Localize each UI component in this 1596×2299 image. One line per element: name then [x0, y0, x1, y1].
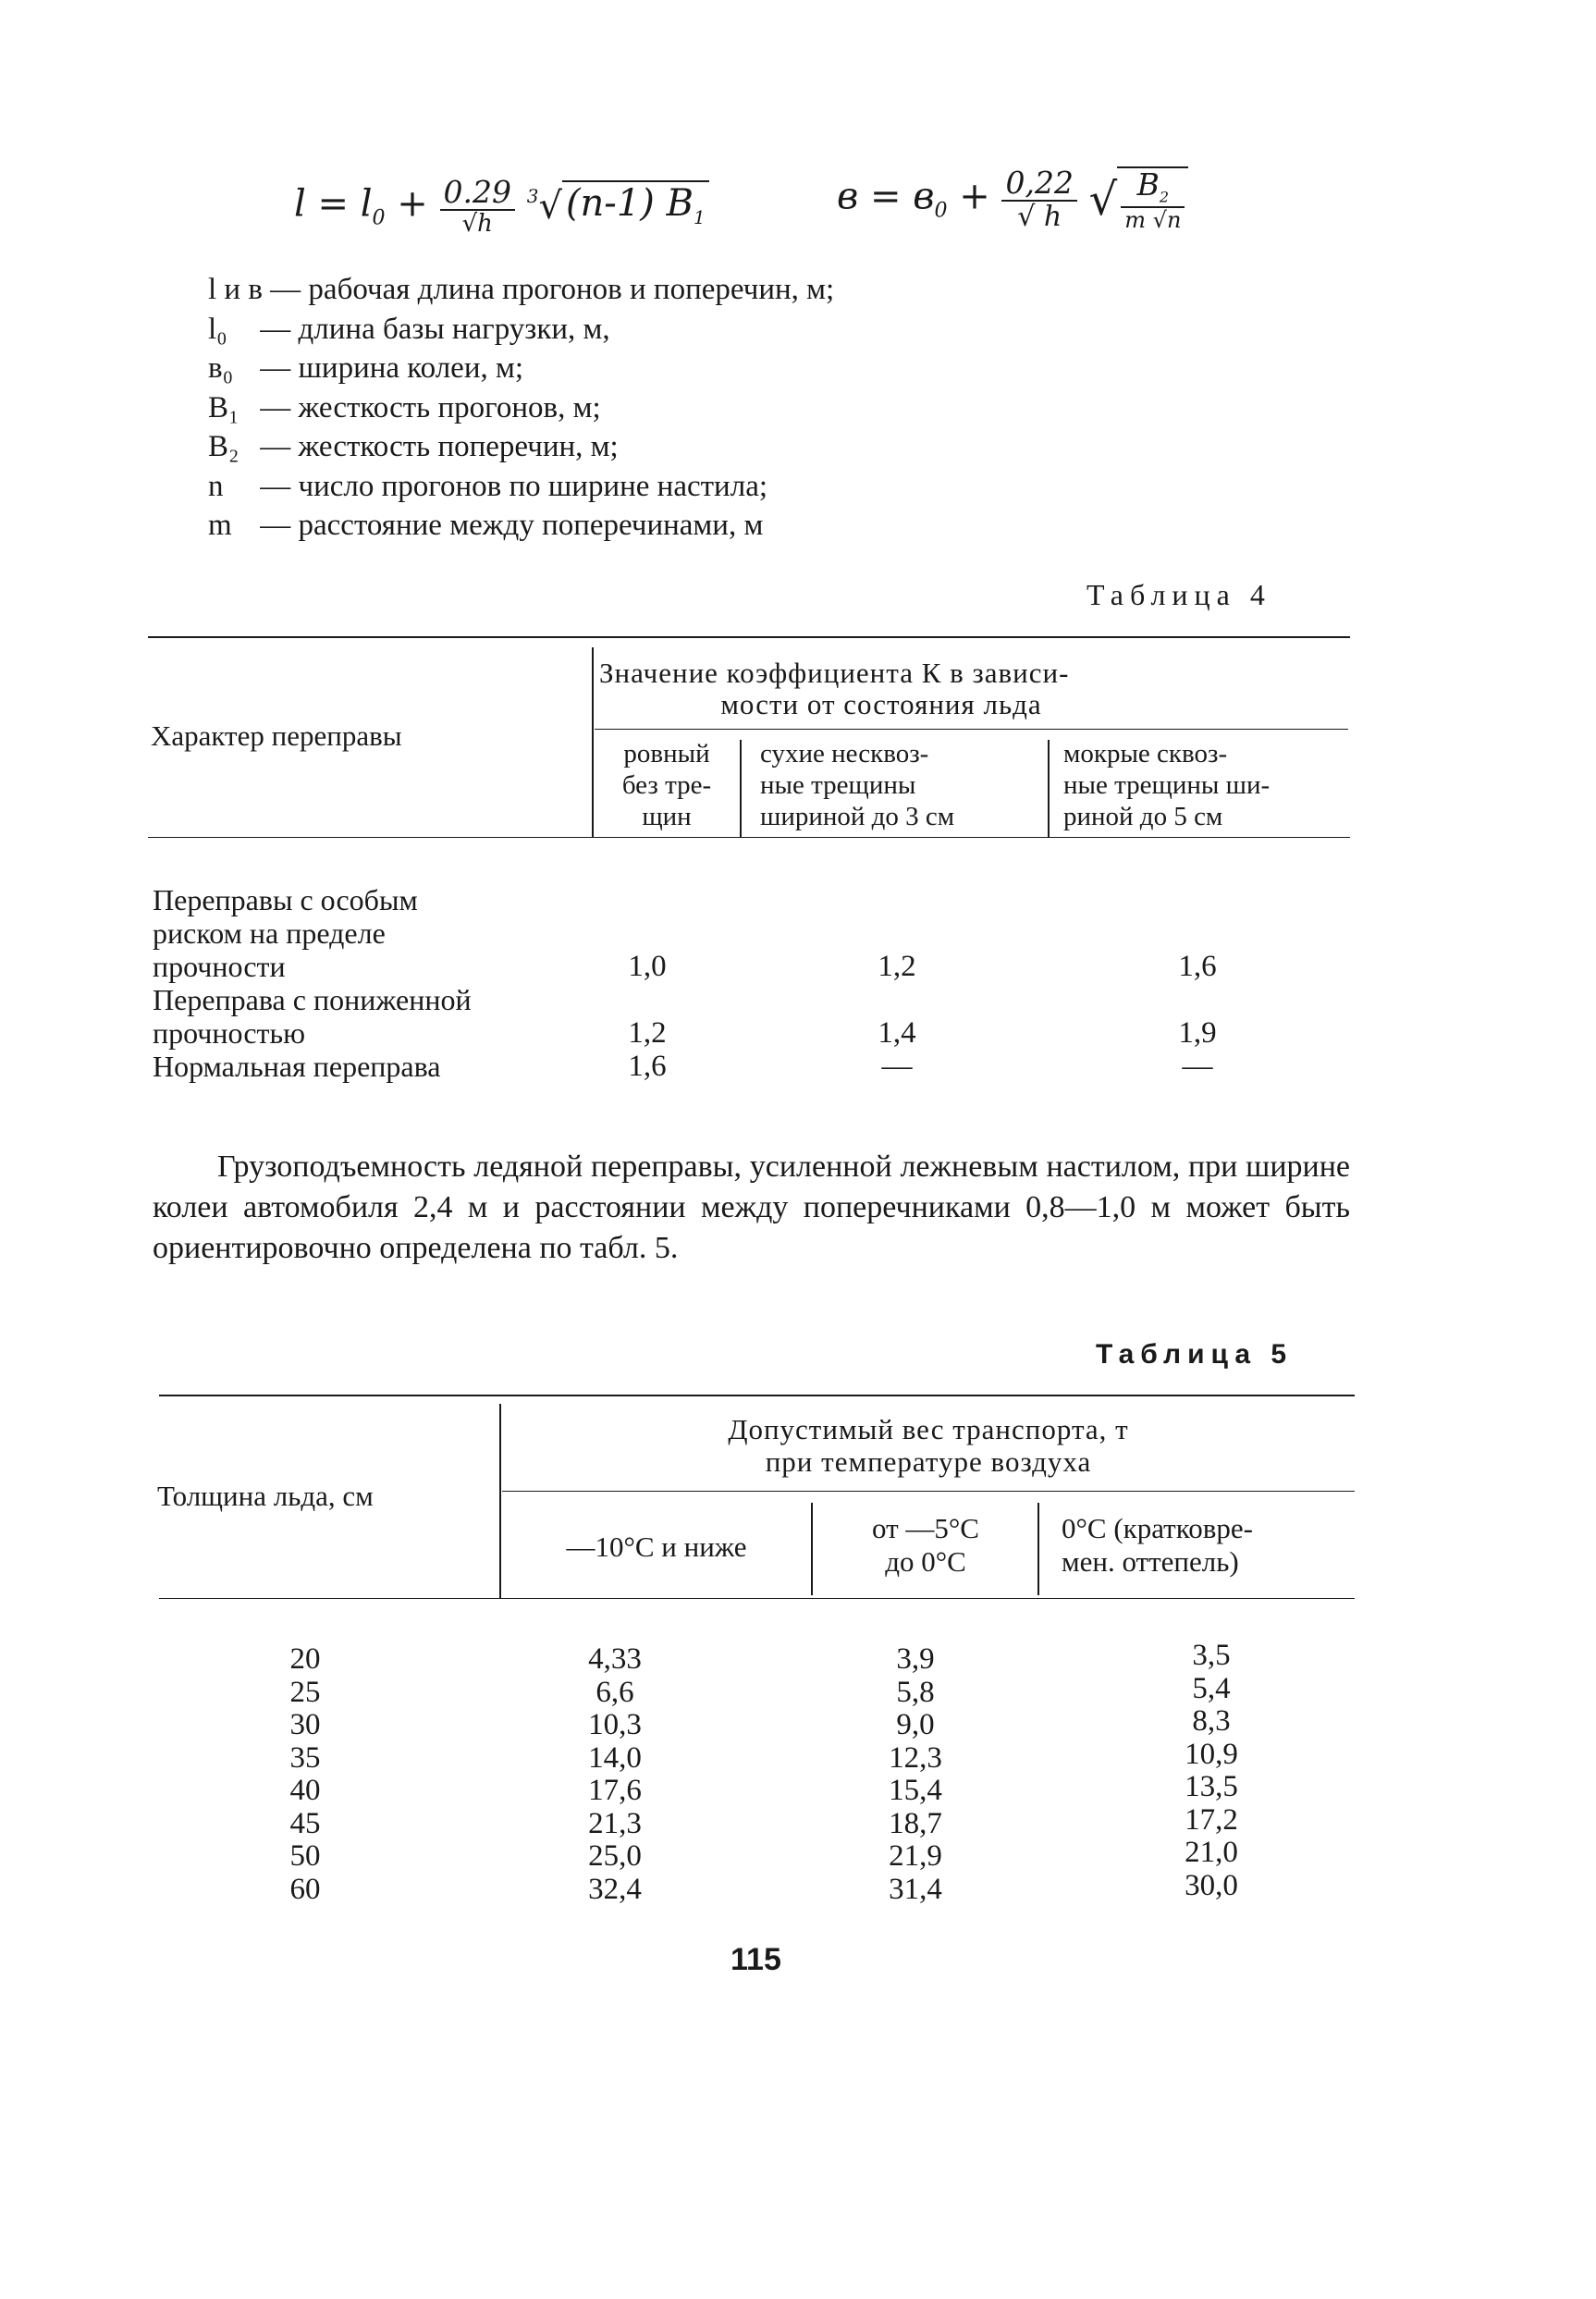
legend-text: — длина базы нагрузки, м,	[260, 312, 610, 346]
table4-row-label	[153, 883, 472, 1083]
formula-left-radicand-sub: 1	[693, 206, 706, 229]
table5-cell: 20	[289, 1642, 321, 1676]
table5-row-header: Толщина льда, см	[157, 1480, 374, 1512]
formula-right-lhs: в	[837, 175, 859, 218]
table4-cell: —	[1182, 1050, 1213, 1083]
formula-right-coef-den: √ h	[1017, 201, 1062, 234]
legend-text: — жесткость поперечин, м;	[260, 430, 619, 463]
table4-header-bottom-rule	[148, 837, 1350, 838]
legend-symbol: m	[208, 509, 232, 542]
legend-symbol: l и в	[208, 273, 263, 306]
formula-left-plus: +	[397, 182, 428, 226]
table5-cell: 18,7	[889, 1806, 942, 1840]
table5-cell: 35	[289, 1740, 321, 1775]
table4-cell: 1,0	[628, 950, 667, 983]
table5-thickness-column	[254, 1643, 356, 1906]
table5-cell: 4,33	[588, 1642, 642, 1676]
table5-c1-column	[559, 1643, 670, 1906]
table4-row-label-line: Переправы с особым	[153, 883, 418, 916]
formula-left-eq: =	[317, 182, 350, 226]
formula-left-radicand-text: (n-1) B	[565, 182, 694, 226]
table4-col3-header	[1063, 738, 1350, 832]
table5-cell: 10,9	[1185, 1737, 1238, 1771]
table4-col2-header	[760, 738, 1047, 832]
table5-cell: 60	[289, 1872, 321, 1906]
table4-col-divider	[740, 740, 742, 837]
table5-cell: 13,5	[1185, 1770, 1238, 1803]
legend-text: — расстояние между поперечинами, м	[260, 509, 764, 542]
table4-cell: 1,4	[878, 1016, 916, 1050]
table5-col-divider	[1037, 1503, 1039, 1595]
formula-right-radicand-den: m √n	[1124, 206, 1182, 233]
table5-cell: 14,0	[588, 1740, 642, 1775]
legend-row	[208, 388, 834, 428]
table4-col2-header-line: шириной до 3 см	[760, 802, 955, 831]
legend	[208, 270, 834, 546]
table4-cell: 1,9	[1178, 1016, 1217, 1050]
table5-cell: 15,4	[889, 1774, 942, 1807]
formula-right-eq: =	[870, 175, 902, 218]
table5-cell: 17,6	[588, 1774, 642, 1807]
table5-group-header-line2: при температуре воздуха	[765, 1445, 1092, 1478]
table4-cell: 1,6	[1178, 950, 1217, 983]
table5-divider	[499, 1404, 501, 1598]
table4-group-header-line1: Значение коэффициента К в зависи-	[599, 657, 1070, 689]
table5-cell: 30	[289, 1708, 321, 1741]
table5-col3-header-line: мен. оттепель)	[1062, 1545, 1239, 1578]
legend-symbol: в₀	[208, 351, 234, 385]
formula-right-coef-num: 0,22	[1001, 166, 1076, 202]
legend-text: — число прогонов по ширине настила;	[260, 469, 768, 503]
table4-cell: —	[881, 1050, 913, 1083]
legend-row	[208, 506, 834, 546]
formula-left-coef-num: 0.29	[440, 176, 515, 211]
legend-symbol: B₁	[208, 390, 239, 424]
legend-symbol: l₀	[208, 312, 227, 346]
formula-left-lhs: l	[294, 182, 306, 226]
table4-col1-header-line: щин	[642, 802, 692, 831]
formula-right-radicand	[1117, 166, 1188, 232]
table5-caption: Таблица 5	[1096, 1339, 1294, 1370]
table4-col3-header-line: ные трещины ши-	[1063, 770, 1271, 800]
legend-text: — рабочая длина прогонов и поперечин, м;	[270, 273, 835, 306]
table4-col1-header	[594, 738, 740, 832]
table4-cell: 1,2	[878, 950, 916, 983]
table5-col2-header	[814, 1512, 1037, 1579]
formula-left-radicand	[562, 180, 709, 229]
legend-row	[208, 310, 834, 350]
legend-text: — ширина колеи, м;	[260, 351, 524, 385]
table4-col2-header-line: ные трещины	[760, 770, 916, 800]
formula-right-radicand-num	[1121, 168, 1185, 207]
table5-cell: 12,3	[889, 1740, 942, 1775]
table5-cell: 32,4	[588, 1872, 642, 1906]
table4-row-label-line: риском на пределе	[153, 916, 386, 950]
table5-cell: 8,3	[1192, 1704, 1231, 1738]
table5-cell: 21,0	[1185, 1836, 1238, 1869]
formula-right-radical-icon: √	[1088, 173, 1118, 226]
legend-row	[208, 349, 834, 388]
formula-right	[837, 166, 1188, 232]
legend-text: — жесткость прогонов, м;	[260, 390, 601, 424]
table5-cell: 5,8	[896, 1675, 935, 1709]
table5-cell: 25,0	[588, 1839, 642, 1873]
table5-cell: 5,4	[1192, 1671, 1231, 1705]
legend-row	[208, 467, 834, 507]
table4-col3-header-line: риной до 5 см	[1063, 802, 1223, 831]
table5-cell: 21,9	[889, 1839, 942, 1873]
formula-right-radicand-num-text: B	[1136, 166, 1160, 203]
table4-group-rule	[595, 729, 1348, 730]
table5-cell: 3,9	[896, 1642, 935, 1676]
table5-cell: 3,5	[1192, 1639, 1231, 1672]
table5-cell: 40	[289, 1774, 321, 1807]
table4-col1-header-line: ровный	[623, 739, 710, 768]
table5-col2-header-line: до 0°С	[885, 1545, 966, 1578]
table5-cell: 6,6	[595, 1675, 634, 1709]
table5-top-rule	[159, 1395, 1355, 1396]
formula-right-base-sub: 0	[934, 199, 948, 223]
table4-col2-header-line: сухие несквоз-	[760, 739, 929, 768]
table5-c2-column	[860, 1643, 971, 1906]
legend-row	[208, 270, 834, 310]
table4-row-label-line: прочностью	[153, 1016, 305, 1050]
table5-cell: 10,3	[588, 1708, 642, 1741]
body-paragraph: Грузоподъемность ледяной переправы, усиленной лежневым настилом, при ширине колеи автомобиля 2,4 м и расстоянии между поперечниками 0,8—1,0 м может быть ориентировочно определена по табл. 5.	[153, 1150, 1350, 1265]
table4-row-label-line: Переправа с пониженной	[153, 983, 472, 1016]
table5-header-bottom-rule	[159, 1598, 1355, 1599]
table5-cell: 31,4	[889, 1872, 942, 1906]
table5-col-divider	[811, 1503, 813, 1595]
formula-left-coef-den: √h	[461, 210, 493, 239]
table5-group-header-line1: Допустимый вес транспорта, т	[728, 1413, 1129, 1445]
table4-cell: 1,2	[628, 1016, 667, 1050]
formula-right-plus: +	[959, 175, 990, 218]
table4-row-label-line: прочности	[153, 950, 286, 983]
table5-col3-header-line: 0°С (кратковре-	[1062, 1512, 1253, 1544]
formula-left-radical-icon: √	[538, 185, 562, 228]
formula-right-base: в	[913, 175, 935, 218]
table5-cell: 21,3	[588, 1806, 642, 1840]
table5-col3-header	[1062, 1512, 1355, 1579]
table5-cell: 30,0	[1185, 1868, 1238, 1902]
table5-c3-column	[1156, 1640, 1267, 1902]
table4-top-rule	[148, 636, 1350, 638]
table4-col1-header-line: без тре-	[621, 770, 712, 800]
formula-right-coef	[1001, 166, 1076, 232]
table5-group-rule	[502, 1491, 1355, 1492]
table4-row-header: Характер переправы	[151, 719, 402, 752]
table5-col1-header-line: —10°С и ниже	[566, 1531, 747, 1563]
legend-row	[208, 427, 834, 467]
table5-cell: 45	[289, 1806, 321, 1840]
table5-col2-header-line: от —5°С	[872, 1512, 979, 1544]
table4-col-divider	[1048, 740, 1050, 837]
page-number: 115	[730, 1942, 781, 1977]
legend-symbol: B₂	[208, 430, 239, 463]
table4-col3-header-line: мокрые сквоз-	[1063, 739, 1228, 768]
formula-left-root-index: 3	[526, 185, 539, 208]
table5-cell: 25	[289, 1675, 321, 1709]
table5-cell: 9,0	[896, 1708, 935, 1741]
formula-left-base-sub: 0	[372, 206, 386, 230]
formula-left-base: l	[360, 182, 373, 226]
table5-cell: 17,2	[1185, 1802, 1238, 1837]
table4-row-label-line: Нормальная переправа	[153, 1050, 441, 1083]
formula-left-coef	[440, 176, 515, 238]
table5-cell: 50	[289, 1839, 321, 1873]
table4-group-header-line2: мости от состояния льда	[720, 688, 1042, 720]
formula-left	[294, 176, 709, 238]
formula-right-radicand-num-sub: 2	[1159, 188, 1170, 206]
table4-caption: Таблица 4	[1087, 578, 1271, 611]
table4-cell: 1,6	[628, 1050, 667, 1083]
table5-col1-header	[502, 1531, 811, 1564]
legend-symbol: n	[208, 469, 224, 503]
